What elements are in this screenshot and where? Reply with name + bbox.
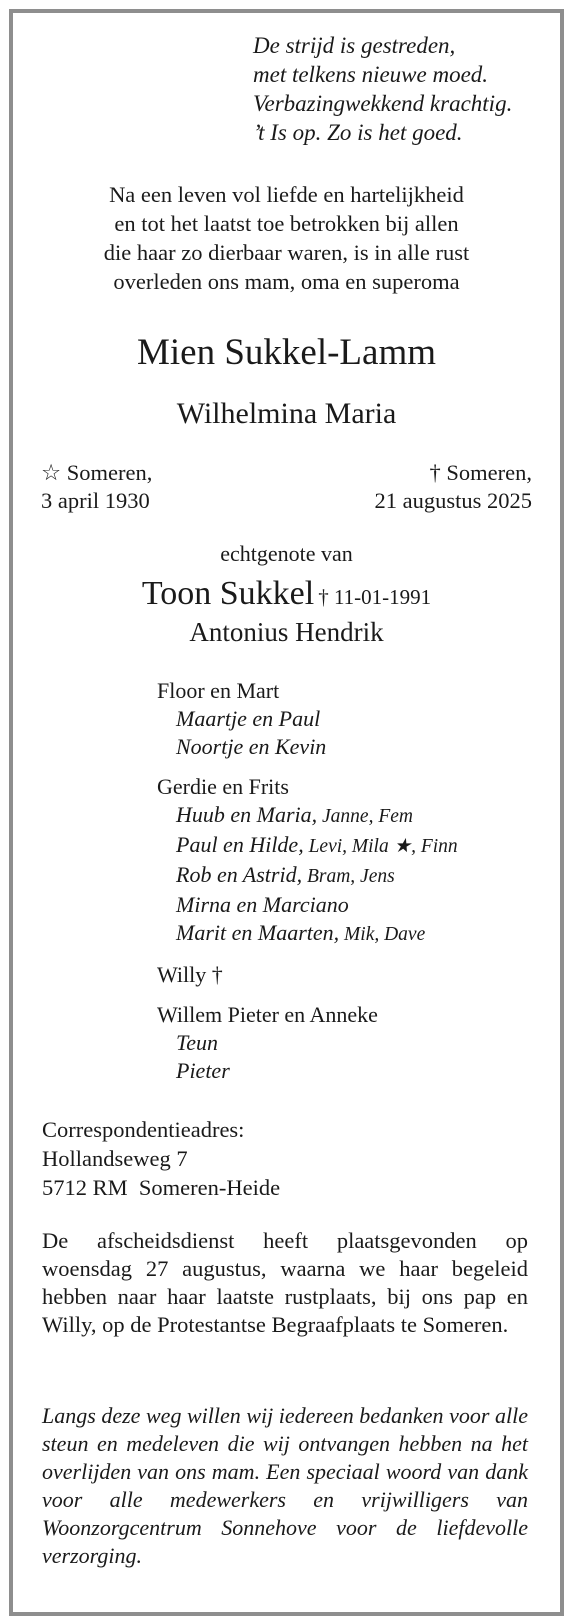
poem-line: met telkens nieuwe moed.	[253, 62, 489, 87]
member-names: Pieter	[176, 1058, 230, 1083]
intro-line: en tot het laatst toe betrokken bij allen	[114, 211, 459, 236]
family-member	[157, 891, 458, 919]
death-date: 21 augustus 2025	[374, 488, 532, 513]
member-names: Huub en Maria,	[176, 802, 318, 827]
thanks-text: Langs deze weg willen wij iedereen bedanken voor alle steun en medeleven die wij ontvangen hebben na het overlijden van ons mam. Een speciaal woord van dank voor alle medewerkers en vrijwilligers van Woonzorgcentrum Sonnehove voor de liefdevolle verzorging.	[42, 1403, 528, 1568]
poem-line: Verbazingwekkend krachtig.	[253, 91, 513, 116]
address-street: Hollandseweg 7	[42, 1146, 188, 1171]
deceased-name: Mien Sukkel-Lamm	[136, 332, 437, 373]
member-children: Levi, Mila ★, Finn	[303, 836, 458, 857]
member-children: Janne, Fem	[317, 806, 413, 827]
family-member	[157, 831, 458, 861]
poem	[253, 31, 512, 147]
poem-line: ’t Is op. Zo is het goed.	[253, 120, 463, 145]
member-names: Mirna en Marciano	[176, 892, 349, 917]
family-group	[157, 1001, 458, 1085]
birth-info	[41, 459, 152, 515]
birth-date: 3 april 1930	[41, 488, 150, 513]
intro-text	[13, 180, 560, 296]
family-group	[157, 677, 458, 761]
family-group	[157, 961, 458, 989]
spouse-death-date: † 11-01-1991	[318, 585, 432, 609]
family-member	[157, 705, 458, 733]
family-member	[157, 861, 458, 891]
member-names: Marit en Maarten,	[176, 920, 340, 945]
family-member	[157, 801, 458, 831]
member-names: Paul en Hilde,	[176, 832, 304, 857]
family-member	[157, 1029, 458, 1057]
family-member	[157, 733, 458, 761]
service-text: De afscheidsdienst heeft plaatsgevonden op woensdag 27 augustus, waarna we haar begeleid hebben naar haar laatste rustplaats, bij ons pap en Willy, op de Protestantse Begraafplaats te Someren.	[42, 1228, 528, 1337]
address-city: 5712 RM Someren-Heide	[42, 1175, 281, 1200]
poem-line: De strijd is gestreden,	[253, 33, 456, 58]
family-list	[157, 677, 458, 1097]
death-place: † Someren,	[429, 460, 532, 485]
intro-line: die haar zo dierbaar waren, is in alle rust	[103, 240, 470, 265]
member-names: Noortje en Kevin	[176, 734, 327, 759]
spouse-full-name: Antonius Hendrik	[189, 617, 384, 647]
death-info	[375, 459, 533, 515]
member-children: Bram, Jens	[302, 866, 395, 887]
intro-line: Na een leven vol liefde en hartelijkheid	[109, 182, 464, 207]
family-head: Floor en Mart	[157, 678, 280, 703]
address-label: Correspondentieadres:	[42, 1117, 245, 1142]
obituary-frame	[9, 9, 564, 1616]
member-children: Mik, Dave	[339, 924, 426, 945]
spouse-name: Toon Sukkel	[141, 575, 315, 612]
family-member	[157, 919, 458, 949]
member-names: Maartje en Paul	[176, 706, 321, 731]
family-head: Willem Pieter en Anneke	[157, 1002, 378, 1027]
member-names: Teun	[176, 1030, 218, 1055]
spouse-line	[13, 573, 560, 621]
family-head: Willy †	[157, 962, 223, 987]
family-head: Gerdie en Frits	[157, 774, 289, 799]
correspondence-address	[42, 1115, 280, 1202]
spouse-label: echtgenote van	[220, 541, 353, 566]
member-names: Rob en Astrid,	[176, 862, 303, 887]
family-member	[157, 1057, 458, 1085]
family-group	[157, 773, 458, 949]
intro-line: overleden ons mam, oma en superoma	[113, 269, 460, 294]
birth-place: ☆ Someren,	[41, 460, 153, 485]
deceased-full-name: Wilhelmina Maria	[176, 397, 397, 430]
